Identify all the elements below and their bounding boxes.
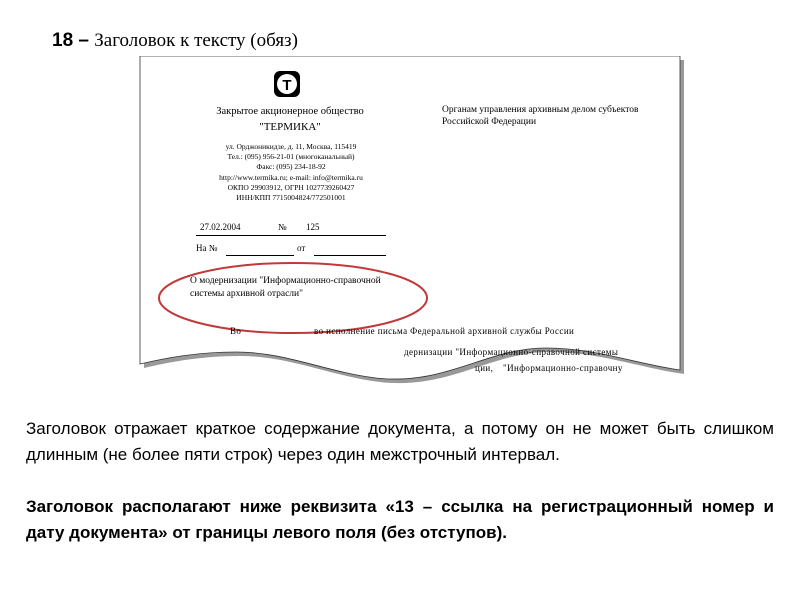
ref-date-underline: [314, 255, 386, 256]
document-image: [130, 56, 692, 391]
body-line-1: во исполнение письма Федеральной архивной службы России: [314, 326, 575, 336]
subject-text: О модернизации "Информационно-справочной системы архивной отрасли": [190, 276, 381, 299]
reg-date: 27.02.2004: [200, 222, 241, 232]
okpo-line: ОКПО 29903912, ОГРН 1027739260427: [227, 183, 355, 192]
inn-line: ИНН/КПП 7715004824/772501001: [236, 193, 346, 202]
reg-number: 125: [306, 222, 320, 232]
fax-line: Факс: (095) 234-18-92: [256, 162, 326, 171]
body-line-3: "Информационно-справочну: [503, 363, 623, 373]
web-line: http://www.termika.ru; e-mail: info@termika.ru: [219, 173, 363, 182]
org-name: "ТЕРМИКА": [259, 121, 321, 133]
ref-number-underline: [226, 255, 294, 256]
title-text: Заголовок к тексту (обяз): [94, 30, 298, 51]
body-fragment-2: ции,: [475, 363, 494, 373]
body-fragment-1: Во: [230, 326, 242, 336]
logo-letter: T: [282, 77, 292, 94]
address-line: ул. Орджоникидзе, д. 11, Москва, 115419: [225, 142, 357, 151]
explanation-paragraph: Заголовок отражает краткое содержание документа, а потому он не может быть слишком длинным (не более пяти строк) через один межстрочный интервал.: [26, 419, 774, 464]
highlight-ellipse: [156, 260, 430, 336]
ref-from-label: от: [297, 243, 306, 253]
reg-number-underline: [292, 235, 386, 236]
phone-line: Тел.: (095) 956-21-01 (многоканальный): [227, 152, 355, 161]
ref-label: На №: [196, 243, 218, 253]
org-type: Закрытое акционерное общество: [216, 106, 364, 117]
placement-rule-paragraph: Заголовок располагают ниже реквизита «13 – ссылка на регистрационный номер и дату документа» от границы левого поля (без отступов).: [26, 497, 774, 542]
slide-title: [52, 30, 298, 52]
reg-date-underline: [196, 235, 298, 236]
reg-number-label: №: [278, 222, 287, 232]
company-logo: [273, 70, 301, 98]
slide-number: 18: [52, 30, 74, 51]
recipient: Органам управления архивным делом субъектов Российской Федерации: [442, 105, 639, 127]
body-line-2: дернизации "Информационно-справочной системы: [404, 347, 619, 357]
title-dash: –: [73, 30, 95, 51]
